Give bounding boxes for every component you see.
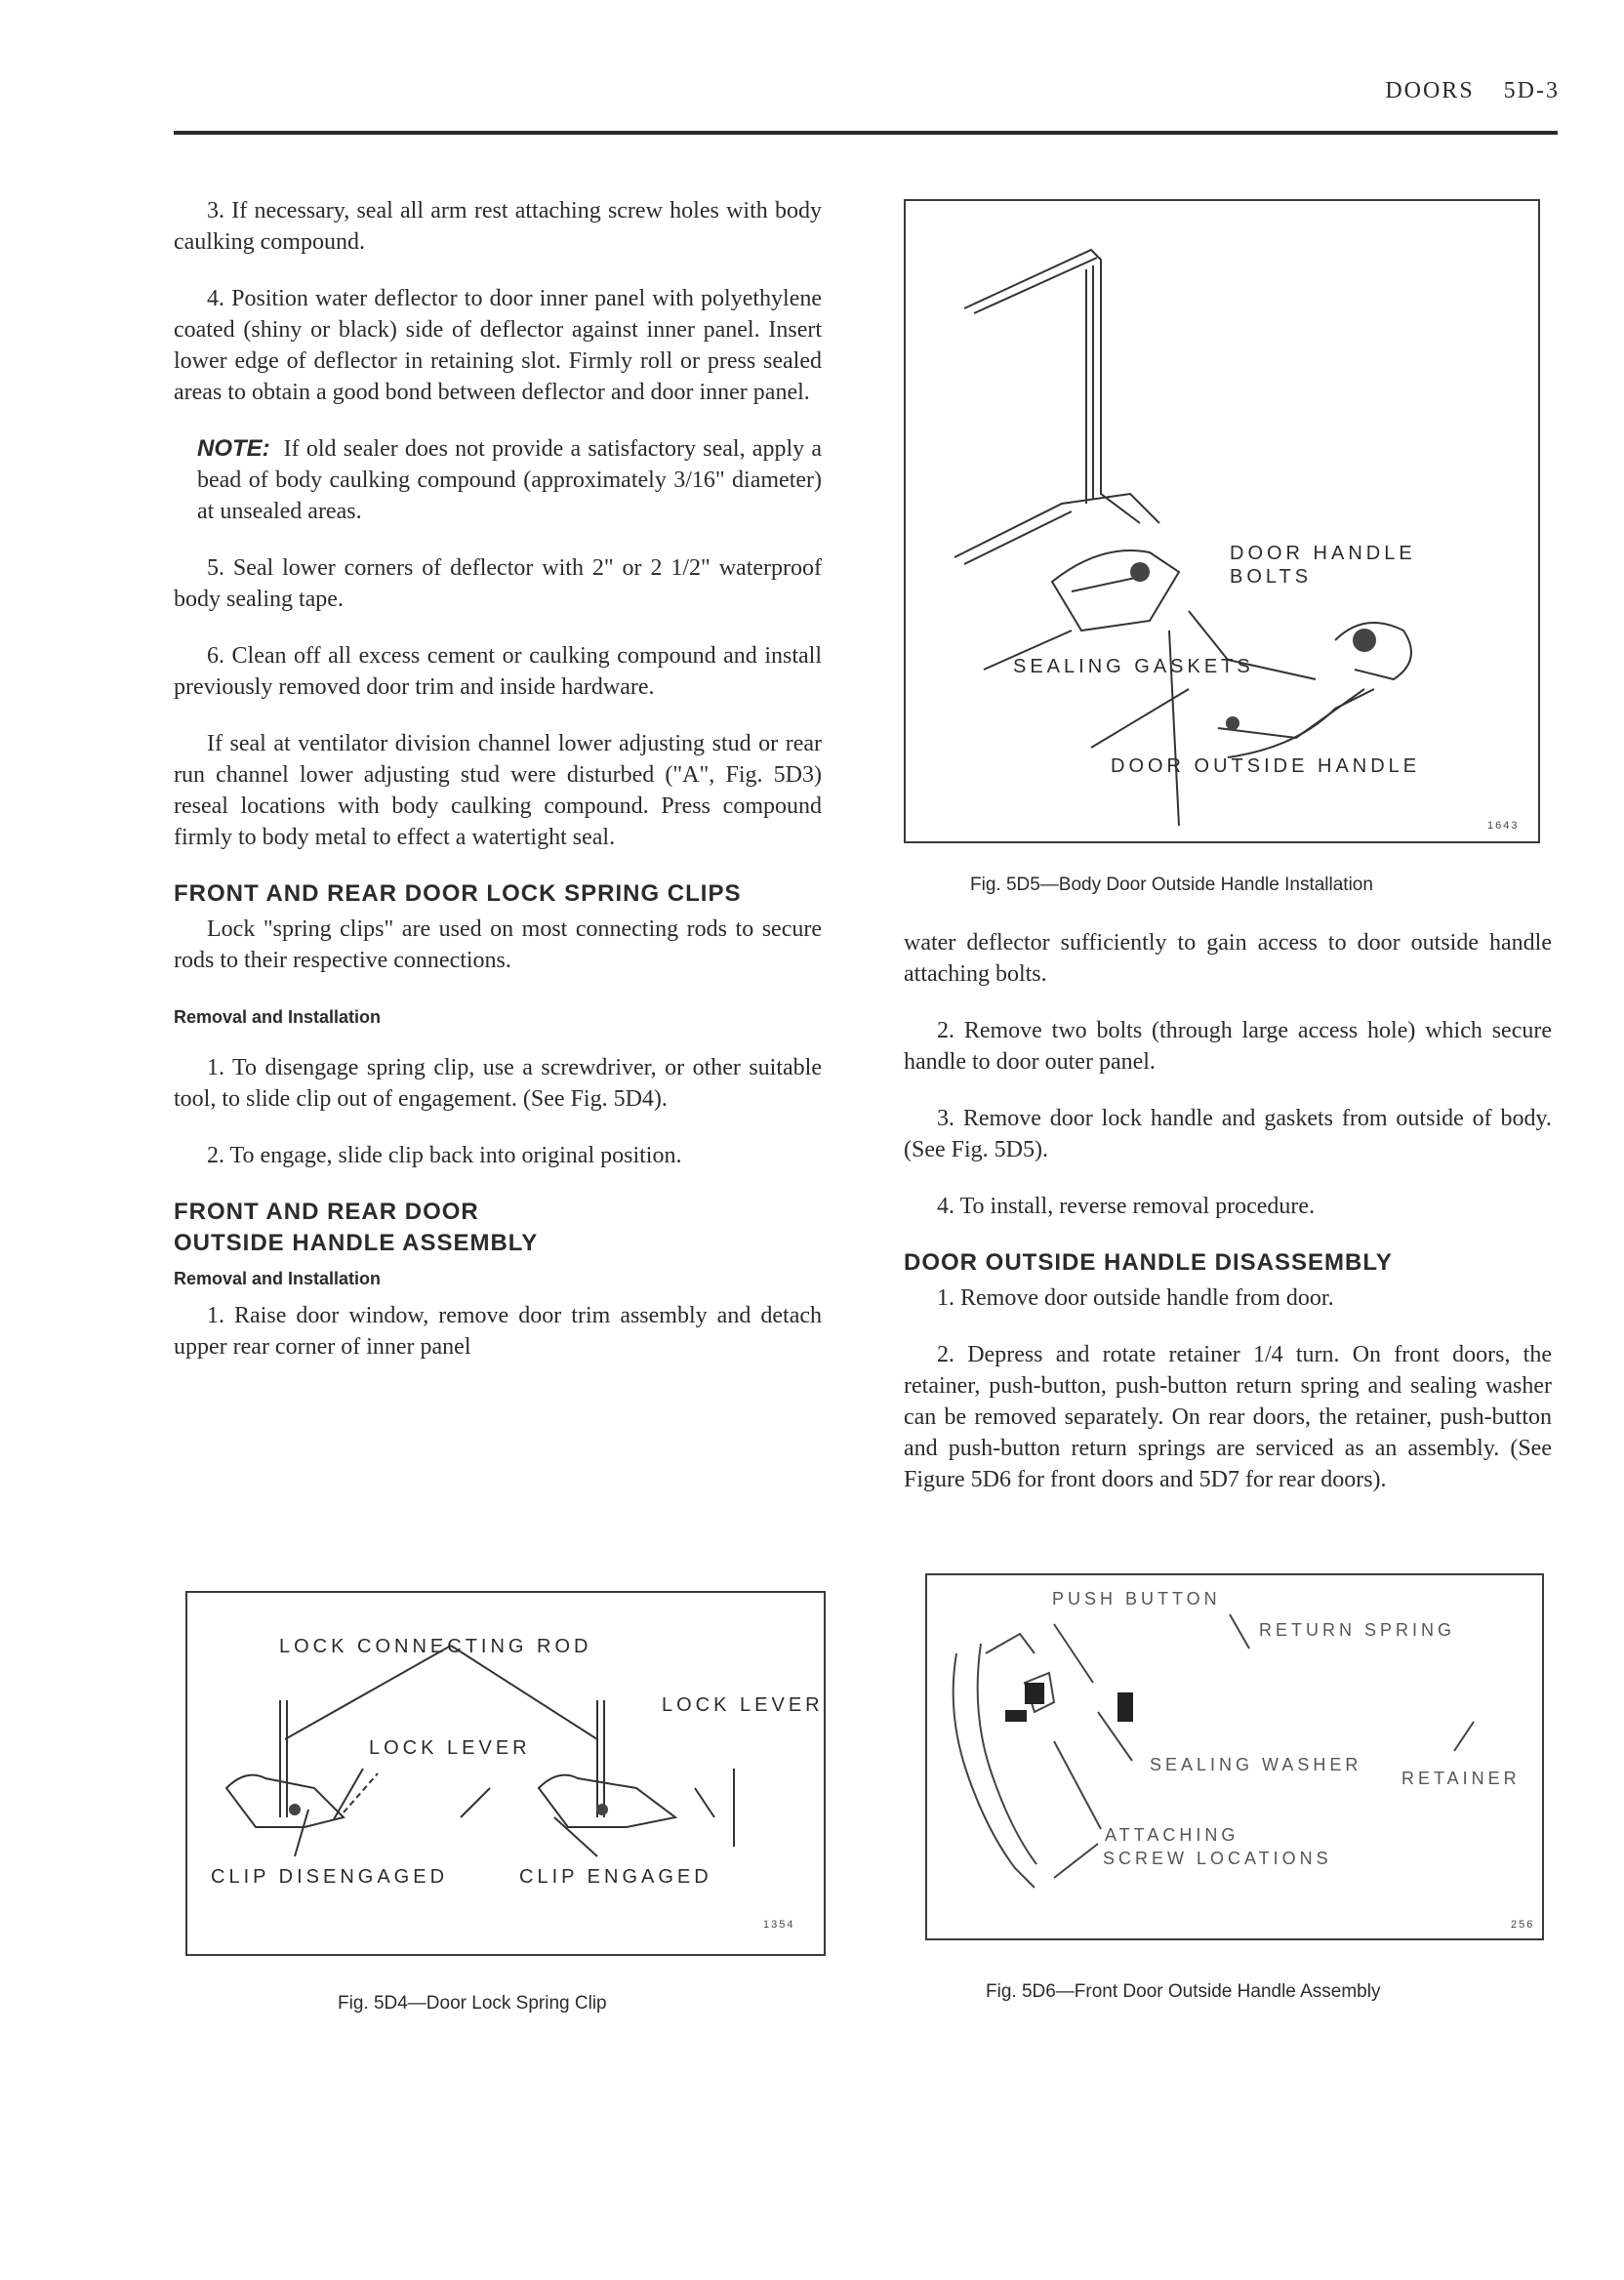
page-number: 5D-3	[1503, 78, 1560, 103]
note-paragraph	[174, 433, 822, 527]
clip-step-1: 1. To disengage spring clip, use a screwdriver, or other suitable tool, to slide clip out of engagement. (See Fig. 5D4).	[174, 1055, 822, 1112]
label-door-handle: DOOR HANDLE	[1230, 543, 1416, 564]
figure-number: 1643	[1487, 820, 1520, 832]
step-3-paragraph: 3. If necessary, seal all arm rest attaching screw holes with body caulking compound.	[174, 198, 822, 255]
right-step-2: 2. Remove two bolts (through large access hole) which secure handle to door outer panel.	[904, 1018, 1552, 1075]
left-column	[174, 195, 822, 1388]
continuation-paragraph: water deflector sufficiently to gain access to door outside handle attaching bolts.	[904, 930, 1552, 987]
handle-heading-line-2: OUTSIDE HANDLE ASSEMBLY	[174, 1230, 539, 1256]
label-lock-lever-right: LOCK LEVER	[662, 1694, 824, 1716]
label-attaching: ATTACHING	[1105, 1825, 1239, 1845]
disassembly-heading: DOOR OUTSIDE HANDLE DISASSEMBLY	[904, 1249, 1393, 1276]
label-push-button: PUSH BUTTON	[1052, 1589, 1221, 1608]
spring-clips-intro: Lock "spring clips" are used on most connecting rods to secure rods to their respective connections.	[174, 916, 822, 973]
removal-installation-heading-1: Removal and Installation	[174, 1007, 382, 1027]
header-rule	[174, 131, 1558, 135]
disassembly-step-1: 1. Remove door outside handle from door.	[937, 1285, 1334, 1311]
door-handle-installation-illustration	[906, 201, 1538, 841]
caption-5d6: Fig. 5D6—Front Door Outside Handle Assembly	[986, 1981, 1381, 2002]
page-header	[0, 78, 1560, 104]
label-lock-connecting-rod: LOCK CONNECTING ROD	[279, 1636, 592, 1657]
label-return-spring: RETURN SPRING	[1259, 1620, 1456, 1640]
label-lock-lever-left: LOCK LEVER	[369, 1737, 531, 1759]
right-step-4: 4. To install, reverse removal procedure.	[937, 1194, 1316, 1219]
step-4-paragraph: 4. Position water deflector to door inner panel with polyethylene coated (shiny or black) side of deflector against inner panel. Insert lower edge of deflector in retaining slot. Firmly roll or press sealed areas to obtain a good bond between deflector and door inner panel.	[174, 286, 822, 405]
right-column	[904, 927, 1552, 1521]
label-door-outside-handle: DOOR OUTSIDE HANDLE	[1111, 755, 1421, 777]
caption-5d5: Fig. 5D5—Body Door Outside Handle Installation	[970, 875, 1373, 895]
figure-number: 256	[1511, 1919, 1535, 1931]
section-title: DOORS	[1385, 78, 1475, 103]
figure-5d5	[904, 199, 1540, 843]
handle-heading-line-1: FRONT AND REAR DOOR	[174, 1199, 479, 1225]
handle-step-1: 1. Raise door window, remove door trim assembly and detach upper rear corner of inner panel	[174, 1303, 822, 1360]
note-text: If old sealer does not provide a satisfactory seal, apply a bead of body caulking compound (approximately 3/16" diameter) at unsealed areas.	[197, 436, 822, 524]
label-clip-disengaged: CLIP DISENGAGED	[211, 1866, 449, 1888]
right-step-3: 3. Remove door lock handle and gaskets from outside of body. (See Fig. 5D5).	[904, 1106, 1552, 1162]
label-screw-locations: SCREW LOCATIONS	[1103, 1849, 1332, 1868]
clip-step-2: 2. To engage, slide clip back into original position.	[207, 1143, 682, 1168]
label-retainer: RETAINER	[1401, 1769, 1521, 1788]
label-sealing-washer: SEALING WASHER	[1150, 1755, 1362, 1774]
disassembly-step-2: 2. Depress and rotate retainer 1/4 turn. On front doors, the retainer, push-button, push-button return spring and sealing washer can be removed separately. On rear doors, the retainer, push-button and push-button return springs are serviced as an assembly. (See Figure 5D6 for front doors and 5D7 for rear doors).	[904, 1342, 1552, 1492]
figure-5d6	[925, 1573, 1544, 1940]
note-label: NOTE:	[197, 435, 270, 462]
figure-number: 1354	[763, 1919, 795, 1931]
figure-5d4	[185, 1591, 826, 1956]
seal-paragraph: If seal at ventilator division channel lower adjusting stud or rear run channel lower adjusting stud were disturbed ("A", Fig. 5D3) reseal locations with body caulking compound. Press compound firmly to body metal to effect a watertight seal.	[174, 731, 822, 850]
label-clip-engaged: CLIP ENGAGED	[519, 1866, 712, 1888]
label-sealing-gaskets: SEALING GASKETS	[1013, 656, 1254, 677]
removal-installation-heading-2: Removal and Installation	[174, 1269, 382, 1288]
step-5-paragraph: 5. Seal lower corners of deflector with 2" or 2 1/2" waterproof body sealing tape.	[174, 555, 822, 612]
step-6-paragraph: 6. Clean off all excess cement or caulking compound and install previously removed door trim and inside hardware.	[174, 643, 822, 700]
caption-5d4: Fig. 5D4—Door Lock Spring Clip	[338, 1993, 607, 2014]
label-bolts: BOLTS	[1230, 566, 1313, 588]
spring-clips-heading: FRONT AND REAR DOOR LOCK SPRING CLIPS	[174, 880, 742, 907]
